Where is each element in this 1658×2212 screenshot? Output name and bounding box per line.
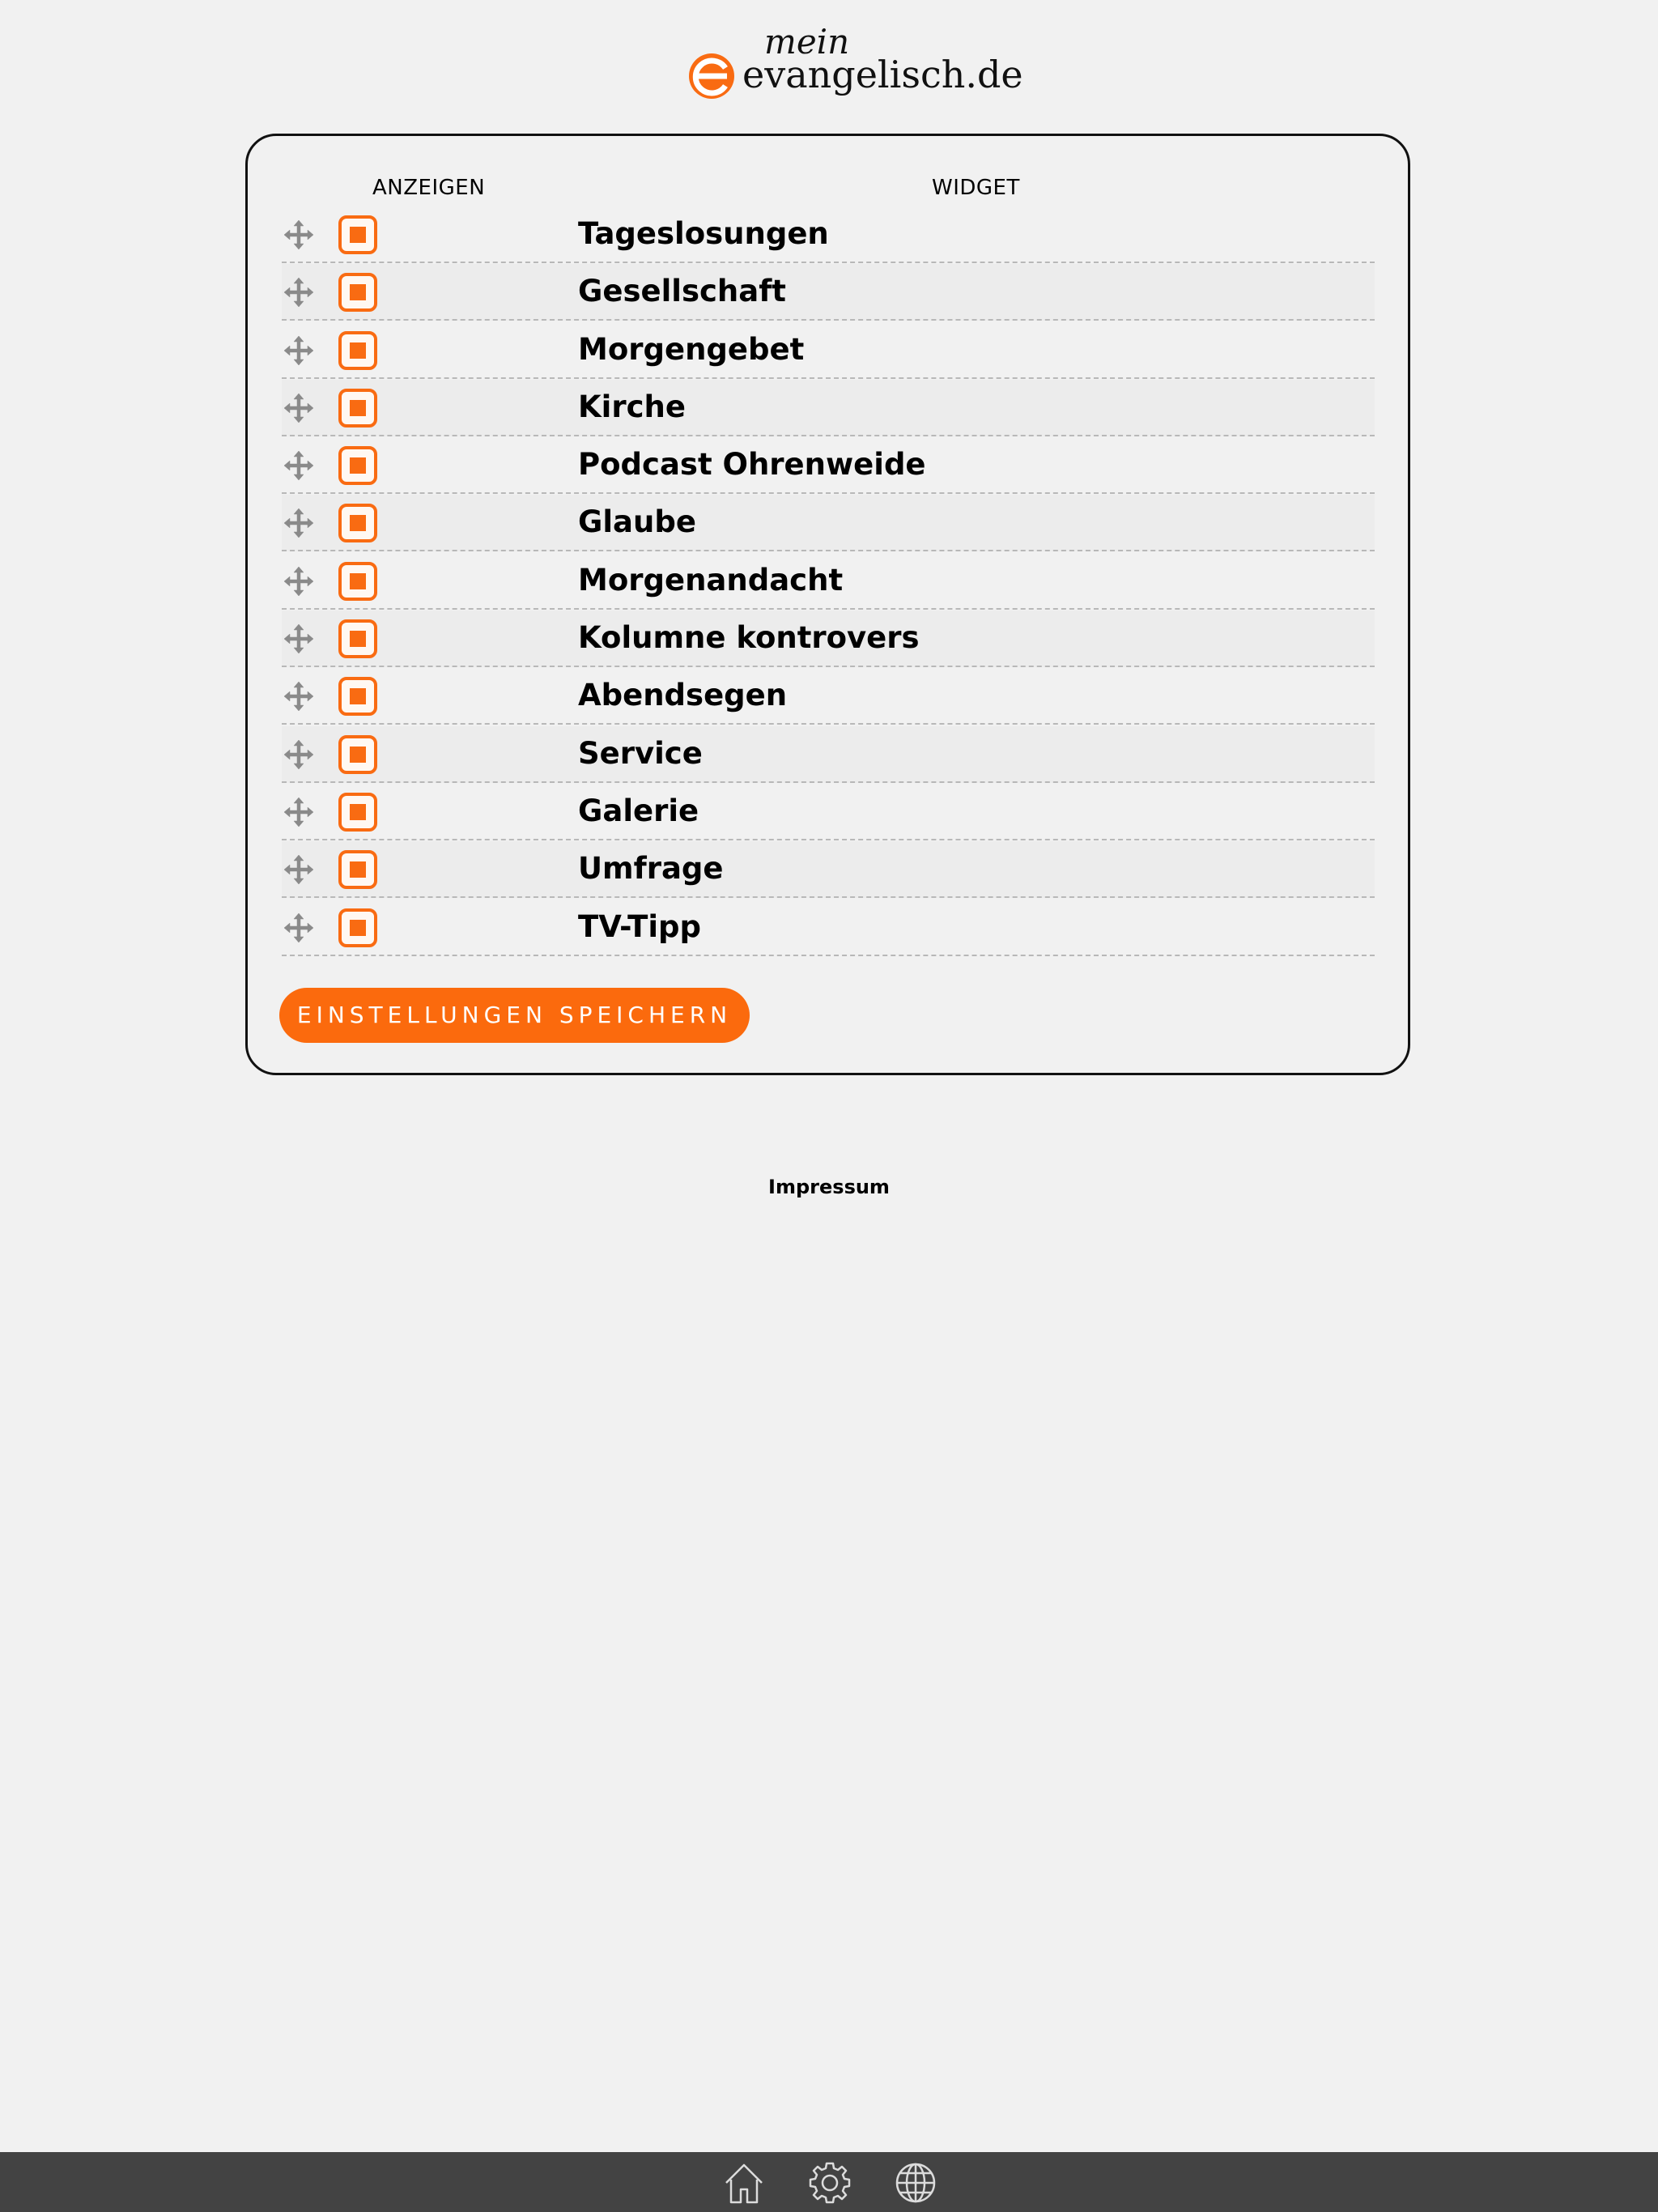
show-checkbox[interactable] [338,215,377,254]
show-checkbox[interactable] [338,504,377,542]
table-row [282,726,1375,783]
widget-label: Kirche [578,389,686,424]
table-row [282,437,1375,494]
table-row [282,668,1375,725]
widget-label: Abendsegen [578,678,788,713]
table-row [282,784,1375,840]
drag-handle-icon[interactable] [282,911,316,945]
drag-handle-icon[interactable] [282,795,316,829]
drag-handle-icon[interactable] [282,738,316,772]
drag-handle-icon[interactable] [282,506,316,540]
column-header-widget: WIDGET [932,176,1020,200]
drag-handle-icon[interactable] [282,622,316,656]
drag-handle-icon[interactable] [282,275,316,309]
show-checkbox[interactable] [338,446,377,485]
home-icon[interactable] [721,2160,767,2206]
drag-handle-icon[interactable] [282,853,316,887]
globe-icon[interactable] [893,2160,938,2206]
impressum-link[interactable]: Impressum [768,1176,890,1198]
table-row [282,553,1375,610]
widget-label: Morgenandacht [578,562,844,598]
widget-label: Morgengebet [578,331,805,367]
show-checkbox[interactable] [338,619,377,658]
drag-handle-icon[interactable] [282,564,316,598]
widget-label: Service [578,735,703,771]
table-row [282,322,1375,379]
widget-label: Tageslosungen [578,216,829,251]
widget-label: TV-Tipp [578,908,701,944]
table-row [282,495,1375,551]
show-checkbox[interactable] [338,331,377,370]
drag-handle-icon[interactable] [282,218,316,252]
logo-script-text: mein [764,22,850,62]
table-row [282,841,1375,898]
table-row [282,900,1375,956]
table-row [282,264,1375,321]
widget-label: Podcast Ohrenweide [578,447,926,483]
save-settings-button[interactable]: EINSTELLUNGEN SPEICHERN [279,988,750,1043]
column-header-show: ANZEIGEN [372,176,486,200]
drag-handle-icon[interactable] [282,391,316,425]
table-row [282,610,1375,667]
widget-label: Gesellschaft [578,274,786,309]
widget-label: Umfrage [578,851,724,887]
show-checkbox[interactable] [338,389,377,428]
widget-list [282,206,1375,957]
widget-label: Galerie [578,793,699,828]
show-checkbox[interactable] [338,793,377,832]
show-checkbox[interactable] [338,273,377,312]
drag-handle-icon[interactable] [282,449,316,483]
gear-icon[interactable] [807,2160,852,2206]
show-checkbox[interactable] [338,735,377,774]
show-checkbox[interactable] [338,850,377,889]
table-row [282,206,1375,263]
show-checkbox[interactable] [338,908,377,947]
widget-label: Glaube [578,504,696,540]
show-checkbox[interactable] [338,562,377,601]
show-checkbox[interactable] [338,677,377,716]
logo-graphic [667,22,1023,104]
drag-handle-icon[interactable] [282,334,316,368]
table-row [282,380,1375,436]
widget-label: Kolumne kontrovers [578,620,920,656]
bottom-nav-bar [0,2152,1658,2212]
drag-handle-icon[interactable] [282,679,316,713]
logo-brand-text: evangelisch.de [742,53,1023,96]
logo [0,23,1658,112]
